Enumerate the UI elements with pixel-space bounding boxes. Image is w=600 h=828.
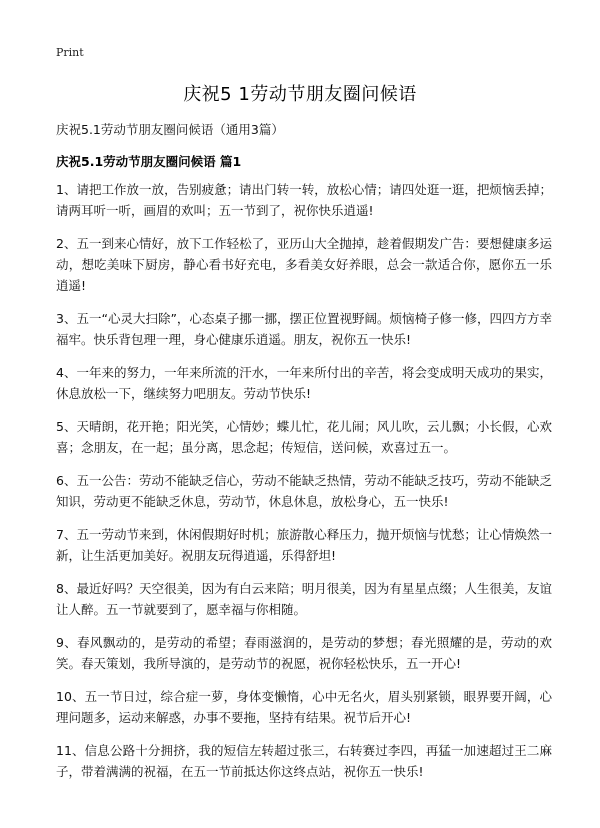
- greeting-paragraph-7: 7、五一劳动节来到，休闲假期好时机；旅游散心释压力，抛开烦恼与忧愁；让心情焕然一新，让生活更加美好。祝朋友玩得逍遥，乐得舒坦!: [56, 527, 552, 563]
- greeting-paragraph-1: 1、请把工作放一放，告别疲惫；请出门转一转，放松心情；请四处逛一逛，把烦恼丢掉；请两耳听一听，画眉的欢叫；五一节到了，祝你快乐逍遥!: [56, 182, 552, 218]
- greeting-paragraph-2: 2、五一到来心情好，放下工作轻松了，亚历山大全抛掉，趁着假期发广告：要想健康多运动，想吃美味下厨房，静心看书好充电，多看美女好养眼，总会一款适合你，愿你五一乐逍遥!: [56, 236, 552, 293]
- print-link[interactable]: Print: [56, 46, 84, 59]
- greeting-paragraph-4: 4、一年来的努力，一年来所流的汗水，一年来所付出的辛苦，将会变成明天成功的果实，休息放松一下，继续努力吧朋友。劳动节快乐!: [56, 365, 552, 401]
- greeting-paragraph-8: 8、最近好吗？天空很美，因为有白云来陪；明月很美，因为有星星点缀；人生很美，友谊让人醉。五一节就要到了，愿幸福与你相随。: [56, 581, 552, 617]
- greeting-paragraph-10: 10、五一节日过，综合症一萝，身体变懒惰，心中无名火，眉头别紧锁，眼界要开阔，心理问题多，运动来解惑，办事不要拖，坚持有结果。祝节后开心!: [56, 689, 552, 725]
- greeting-paragraph-6: 6、五一公告：劳动不能缺乏信心，劳动不能缺乏热情，劳动不能缺乏技巧，劳动不能缺乏知识，劳动更不能缺乏休息，劳动节，休息休息，放松身心，五一快乐!: [56, 473, 552, 509]
- greeting-paragraph-9: 9、春风飘动的，是劳动的希望；春雨滋润的，是劳动的梦想；春光照耀的是，劳动的欢笑。春天策划，我所导演的，是劳动节的祝愿，祝你轻松快乐，五一开心!: [56, 635, 552, 671]
- greetings-list: [56, 179, 552, 794]
- greeting-paragraph-3: 3、五一“心灵大扫除”，心态桌子挪一挪，摆正位置视野阔。烦恼椅子修一修，四四方方幸福牢。快乐背包理一理，身心健康乐逍遥。朋友，祝你五一快乐!: [56, 311, 552, 347]
- document-title: 庆祝5 1劳动节朋友圈问候语: [183, 84, 417, 105]
- document-subtitle: 庆祝5.1劳动节朋友圈问候语（通用3篇）: [56, 122, 284, 137]
- greeting-paragraph-5: 5、天晴朗，花开艳；阳光笑，心情妙；蝶儿忙，花儿闹；风儿吹，云儿飘；小长假，心欢喜；念朋友，在一起；虽分离，思念起；传短信，送问候，欢喜过五一。: [56, 419, 552, 455]
- section-heading: 庆祝5.1劳动节朋友圈问候语 篇1: [56, 154, 242, 169]
- greeting-paragraph-11: 11、信息公路十分拥挤，我的短信左转超过张三，右转赛过李四，再猛一加速超过王二麻子，带着满满的祝福，在五一节前抵达你这终点站，祝你五一快乐!: [56, 743, 552, 779]
